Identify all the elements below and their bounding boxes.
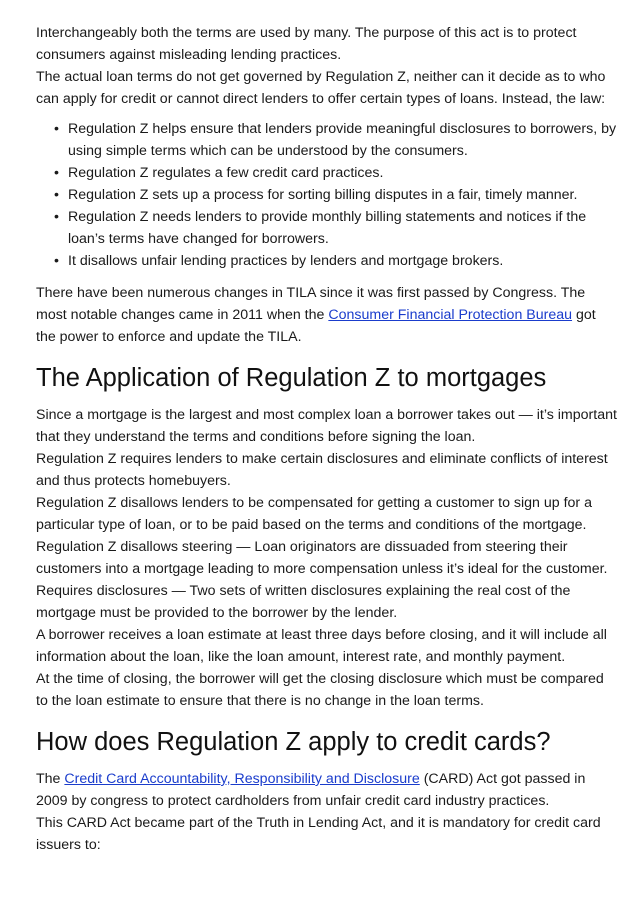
- card-act-paragraph: The Credit Card Accountability, Responsibility and Disclosure (CARD) Act got passed in 2009 by congress to protect cardholders from unfair credit card industry practices.: [36, 771, 586, 809]
- regulation-z-bullet-list: [36, 118, 618, 272]
- card-act-link[interactable]: Credit Card Accountability, Responsibility and Disclosure: [64, 771, 420, 787]
- bullet-icon: •: [54, 121, 59, 137]
- bullet-icon: •: [54, 209, 59, 225]
- intro-paragraph-1: Interchangeably both the terms are used by many. The purpose of this act is to protect consumers against misleading lending practices.: [36, 25, 577, 63]
- card-act-mandate-paragraph: This CARD Act became part of the Truth in Lending Act, and it is mandatory for credit card issuers to:: [36, 815, 601, 853]
- section-heading-credit-cards: How does Regulation Z apply to credit cards?: [36, 728, 551, 756]
- list-item: • It disallows unfair lending practices by lenders and mortgage brokers.: [68, 250, 618, 272]
- mortgage-paragraph: Requires disclosures — Two sets of written disclosures explaining the real cost of the mortgage must be provided to the borrower by the lender.: [36, 583, 571, 621]
- list-item: • Regulation Z helps ensure that lenders provide meaningful disclosures to borrowers, by using simple terms which can be understood by the consumers.: [68, 118, 618, 162]
- cfpb-link[interactable]: Consumer Financial Protection Bureau: [328, 307, 573, 323]
- tila-paragraph: There have been numerous changes in TILA since it was first passed by Congress. The most notable changes came in 2011 when the Consumer Financial Protection Bureau got the power to enforce and update the TILA.: [36, 285, 596, 345]
- list-item: • Regulation Z needs lenders to provide monthly billing statements and notices if the loan’s terms have changed for borrowers.: [68, 206, 618, 250]
- mortgage-paragraph: A borrower receives a loan estimate at least three days before closing, and it will include all information about the loan, like the loan amount, interest rate, and monthly payment.: [36, 627, 607, 665]
- section-heading-mortgages: The Application of Regulation Z to mortgages: [36, 364, 547, 392]
- mortgage-paragraph: Regulation Z disallows lenders to be compensated for getting a customer to sign up for a particular type of loan, or to be paid based on the terms and conditions of the mortgage.: [36, 495, 592, 533]
- list-item: • Regulation Z regulates a few credit card practices.: [68, 162, 618, 184]
- bullet-icon: •: [54, 253, 59, 269]
- bullet-icon: •: [54, 187, 59, 203]
- bullet-icon: •: [54, 165, 59, 181]
- list-item: • Regulation Z sets up a process for sorting billing disputes in a fair, timely manner.: [68, 184, 618, 206]
- intro-paragraph-2: The actual loan terms do not get governed by Regulation Z, neither can it decide as to who can apply for credit or cannot direct lenders to offer certain types of loans. Instead, the law:: [36, 69, 606, 107]
- mortgage-paragraph: At the time of closing, the borrower will get the closing disclosure which must be compared to the loan estimate to ensure that there is no change in the loan terms.: [36, 671, 604, 709]
- mortgage-paragraph: Regulation Z disallows steering — Loan originators are dissuaded from steering their customers into a mortgage leading to more compensation unless it’s ideal for the customer.: [36, 539, 608, 577]
- mortgage-paragraph: Regulation Z requires lenders to make certain disclosures and eliminate conflicts of interest and thus protects homebuyers.: [36, 451, 608, 489]
- mortgage-paragraph: Since a mortgage is the largest and most complex loan a borrower takes out — it’s important that they understand the terms and conditions before signing the loan.: [36, 407, 617, 445]
